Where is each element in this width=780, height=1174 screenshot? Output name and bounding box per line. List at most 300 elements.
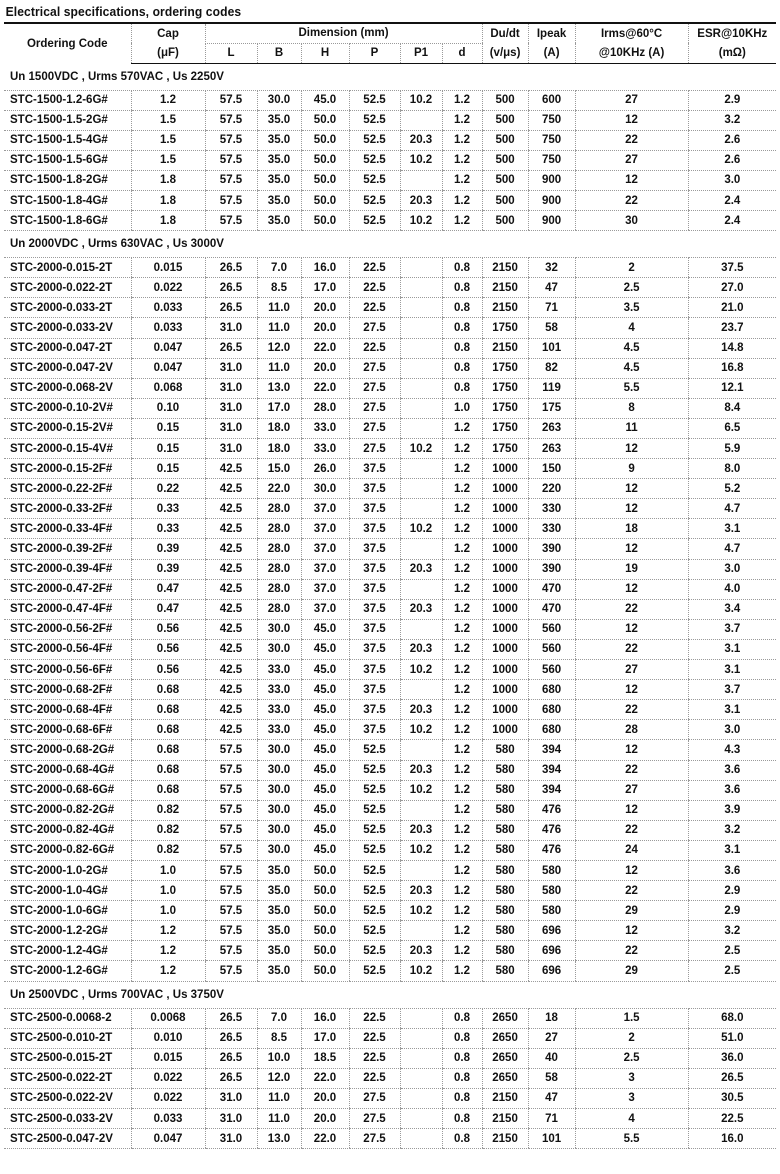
cell-irms: 22	[575, 190, 688, 210]
cell-cap: 1.5	[131, 110, 205, 130]
cell-dim-B: 12.0	[257, 1068, 301, 1088]
cell-dim-B: 30.0	[257, 740, 301, 760]
cell-ipeak: 119	[528, 378, 575, 398]
cell-dim-H: 37.0	[301, 579, 349, 599]
table-row	[4, 901, 776, 921]
cell-dim-P: 52.5	[349, 90, 400, 110]
cell-dim-L: 31.0	[205, 1109, 257, 1129]
cell-dim-H: 30.0	[301, 479, 349, 499]
cell-dim-L: 57.5	[205, 961, 257, 981]
cell-esr: 23.7	[688, 318, 776, 338]
cell-dim-B: 17.0	[257, 398, 301, 418]
cell-cap: 0.68	[131, 780, 205, 800]
cell-esr: 3.1	[688, 840, 776, 860]
cell-ipeak: 40	[528, 1048, 575, 1068]
table-row	[4, 1048, 776, 1068]
cell-dim-H: 37.0	[301, 539, 349, 559]
cell-dim-H: 37.0	[301, 499, 349, 519]
cell-dim-P: 37.5	[349, 639, 400, 659]
cell-dim-P1	[400, 358, 442, 378]
cell-dim-B: 11.0	[257, 318, 301, 338]
cell-cap: 0.82	[131, 840, 205, 860]
cell-ordering-code: STC-2000-1.2-2G#	[4, 921, 131, 941]
cell-dim-d: 1.2	[442, 579, 482, 599]
cell-ordering-code: STC-2000-0.68-2G#	[4, 740, 131, 760]
cell-dim-P: 37.5	[349, 700, 400, 720]
cell-ipeak: 696	[528, 961, 575, 981]
cell-dim-B: 35.0	[257, 190, 301, 210]
cell-dim-d: 1.2	[442, 90, 482, 110]
cell-irms: 12	[575, 619, 688, 639]
cell-dim-P: 27.5	[349, 398, 400, 418]
cell-dim-H: 50.0	[301, 110, 349, 130]
cell-ordering-code: STC-2000-0.047-2V	[4, 358, 131, 378]
cell-dim-B: 28.0	[257, 579, 301, 599]
cell-esr: 2.9	[688, 901, 776, 921]
cell-esr: 4.7	[688, 499, 776, 519]
cell-irms: 18	[575, 519, 688, 539]
cell-ordering-code: STC-2000-0.82-6G#	[4, 840, 131, 860]
cell-dim-P: 22.5	[349, 1068, 400, 1088]
table-row	[4, 1008, 776, 1028]
cell-esr: 2.9	[688, 881, 776, 901]
cell-dim-H: 22.0	[301, 338, 349, 358]
cell-ipeak: 58	[528, 1068, 575, 1088]
header-irms: Irms@60°C	[575, 23, 688, 43]
cell-dim-P: 52.5	[349, 130, 400, 150]
cell-ipeak: 680	[528, 680, 575, 700]
cell-dim-B: 11.0	[257, 1109, 301, 1129]
cell-esr: 16.0	[688, 1129, 776, 1149]
cell-dim-B: 33.0	[257, 700, 301, 720]
cell-esr: 14.8	[688, 338, 776, 358]
cell-cap: 0.56	[131, 660, 205, 680]
cell-dim-B: 8.5	[257, 278, 301, 298]
cell-dim-P: 52.5	[349, 760, 400, 780]
cell-ipeak: 470	[528, 599, 575, 619]
cell-dim-L: 57.5	[205, 941, 257, 961]
cell-irms: 12	[575, 800, 688, 820]
cell-dim-d: 1.2	[442, 780, 482, 800]
cell-cap: 0.033	[131, 298, 205, 318]
cell-ordering-code: STC-2000-1.2-4G#	[4, 941, 131, 961]
cell-dudt: 2150	[482, 1109, 528, 1129]
cell-dim-H: 37.0	[301, 599, 349, 619]
cell-dim-P1	[400, 499, 442, 519]
cell-dim-B: 11.0	[257, 358, 301, 378]
cell-esr: 37.5	[688, 258, 776, 278]
cell-ipeak: 58	[528, 318, 575, 338]
cell-dim-L: 57.5	[205, 820, 257, 840]
cell-dim-P1	[400, 479, 442, 499]
cell-ordering-code: STC-2000-0.22-2F#	[4, 479, 131, 499]
header-ipeak-unit: (A)	[528, 43, 575, 63]
cell-dim-d: 0.8	[442, 1088, 482, 1108]
table-row	[4, 720, 776, 740]
header-d: d	[442, 43, 482, 63]
cell-dim-P1: 10.2	[400, 90, 442, 110]
cell-cap: 1.0	[131, 901, 205, 921]
cell-dim-P: 52.5	[349, 170, 400, 190]
cell-irms: 4.5	[575, 358, 688, 378]
header-B: B	[257, 43, 301, 63]
cell-dim-P: 52.5	[349, 150, 400, 170]
cell-dudt: 1000	[482, 539, 528, 559]
cell-dim-d: 0.8	[442, 358, 482, 378]
cell-ipeak: 696	[528, 921, 575, 941]
cell-dim-L: 26.5	[205, 258, 257, 278]
cell-dim-L: 57.5	[205, 211, 257, 231]
cell-cap: 0.68	[131, 680, 205, 700]
cell-dim-L: 42.5	[205, 599, 257, 619]
cell-dudt: 580	[482, 941, 528, 961]
cell-dim-P1: 10.2	[400, 901, 442, 921]
cell-dim-P1: 10.2	[400, 961, 442, 981]
cell-dim-P1	[400, 298, 442, 318]
cell-dim-P: 37.5	[349, 720, 400, 740]
cell-dudt: 2650	[482, 1048, 528, 1068]
cell-dim-d: 1.2	[442, 211, 482, 231]
cell-cap: 0.47	[131, 579, 205, 599]
cell-dim-P1	[400, 740, 442, 760]
cell-cap: 0.047	[131, 358, 205, 378]
cell-dim-P: 37.5	[349, 619, 400, 639]
cell-dim-L: 31.0	[205, 398, 257, 418]
cell-ipeak: 101	[528, 1129, 575, 1149]
cell-irms: 3	[575, 1068, 688, 1088]
cell-dudt: 580	[482, 760, 528, 780]
cell-esr: 12.1	[688, 378, 776, 398]
cell-ipeak: 32	[528, 258, 575, 278]
cell-dim-H: 45.0	[301, 619, 349, 639]
cell-cap: 0.39	[131, 559, 205, 579]
cell-esr: 30.5	[688, 1088, 776, 1108]
cell-ipeak: 560	[528, 639, 575, 659]
cell-dim-B: 11.0	[257, 1088, 301, 1108]
table-row	[4, 439, 776, 459]
cell-dim-P: 22.5	[349, 1028, 400, 1048]
cell-dudt: 2150	[482, 258, 528, 278]
cell-dim-B: 10.0	[257, 1048, 301, 1068]
table-row	[4, 921, 776, 941]
cell-ordering-code: STC-2000-1.0-6G#	[4, 901, 131, 921]
cell-cap: 1.5	[131, 130, 205, 150]
header-ordering-code: Ordering Code	[4, 23, 131, 63]
cell-dim-P1: 10.2	[400, 519, 442, 539]
cell-ordering-code: STC-2000-0.47-4F#	[4, 599, 131, 619]
cell-dim-P1: 20.3	[400, 559, 442, 579]
cell-ordering-code: STC-1500-1.8-6G#	[4, 211, 131, 231]
cell-cap: 0.68	[131, 760, 205, 780]
cell-dim-B: 33.0	[257, 680, 301, 700]
cell-ipeak: 560	[528, 619, 575, 639]
cell-dim-d: 0.8	[442, 258, 482, 278]
cell-dudt: 2650	[482, 1008, 528, 1028]
cell-ordering-code: STC-2000-0.047-2T	[4, 338, 131, 358]
cell-esr: 2.6	[688, 130, 776, 150]
cell-dim-P: 52.5	[349, 211, 400, 231]
cell-ipeak: 71	[528, 1109, 575, 1129]
cell-dim-d: 0.8	[442, 1129, 482, 1149]
cell-dim-B: 35.0	[257, 961, 301, 981]
cell-dudt: 1750	[482, 358, 528, 378]
cell-dim-L: 31.0	[205, 378, 257, 398]
cell-dim-L: 31.0	[205, 358, 257, 378]
cell-ordering-code: STC-1500-1.5-2G#	[4, 110, 131, 130]
cell-dudt: 2650	[482, 1068, 528, 1088]
cell-dim-H: 45.0	[301, 680, 349, 700]
cell-dim-P1: 20.3	[400, 190, 442, 210]
cell-irms: 29	[575, 901, 688, 921]
cell-dim-P1	[400, 338, 442, 358]
cell-esr: 3.4	[688, 599, 776, 619]
cell-ordering-code: STC-2000-0.033-2V	[4, 318, 131, 338]
cell-dim-L: 31.0	[205, 439, 257, 459]
cell-ordering-code: STC-2000-0.68-6G#	[4, 780, 131, 800]
cell-dim-H: 22.0	[301, 1129, 349, 1149]
cell-ordering-code: STC-2000-0.15-2V#	[4, 418, 131, 438]
table-row	[4, 479, 776, 499]
cell-irms: 4.5	[575, 338, 688, 358]
cell-dim-P: 37.5	[349, 519, 400, 539]
cell-ipeak: 580	[528, 881, 575, 901]
cell-dim-P: 22.5	[349, 338, 400, 358]
cell-ipeak: 82	[528, 358, 575, 378]
cell-dim-L: 42.5	[205, 680, 257, 700]
cell-esr: 3.0	[688, 559, 776, 579]
cell-dim-B: 30.0	[257, 619, 301, 639]
section-header	[4, 981, 776, 1008]
cell-dim-P: 22.5	[349, 298, 400, 318]
cell-dim-H: 22.0	[301, 1068, 349, 1088]
cell-dudt: 580	[482, 780, 528, 800]
cell-dim-P1	[400, 800, 442, 820]
section-title: Un 2500VDC , Urms 700VAC , Us 3750V	[4, 981, 776, 1008]
cell-dim-d: 1.2	[442, 559, 482, 579]
cell-ordering-code: STC-2000-0.39-2F#	[4, 539, 131, 559]
cell-dim-B: 7.0	[257, 1008, 301, 1028]
cell-ipeak: 394	[528, 760, 575, 780]
cell-dudt: 580	[482, 961, 528, 981]
cell-dim-B: 35.0	[257, 170, 301, 190]
cell-dim-H: 22.0	[301, 378, 349, 398]
cell-dim-L: 57.5	[205, 740, 257, 760]
cell-dim-L: 31.0	[205, 1129, 257, 1149]
cell-cap: 0.022	[131, 1068, 205, 1088]
table-row	[4, 559, 776, 579]
cell-dim-L: 57.5	[205, 840, 257, 860]
table-row	[4, 860, 776, 880]
cell-dim-B: 30.0	[257, 820, 301, 840]
cell-dim-H: 37.0	[301, 559, 349, 579]
cell-dim-B: 35.0	[257, 921, 301, 941]
table-row	[4, 800, 776, 820]
table-row	[4, 961, 776, 981]
cell-irms: 19	[575, 559, 688, 579]
cell-dim-L: 42.5	[205, 720, 257, 740]
header-ipeak: Ipeak	[528, 23, 575, 43]
cell-esr: 4.3	[688, 740, 776, 760]
cell-dim-d: 1.2	[442, 840, 482, 860]
cell-ordering-code: STC-2000-0.033-2T	[4, 298, 131, 318]
cell-irms: 12	[575, 110, 688, 130]
cell-irms: 12	[575, 439, 688, 459]
cell-dim-d: 0.8	[442, 298, 482, 318]
cell-dim-H: 17.0	[301, 1028, 349, 1048]
cell-dim-H: 45.0	[301, 800, 349, 820]
cell-dim-B: 18.0	[257, 418, 301, 438]
cell-dudt: 2150	[482, 1088, 528, 1108]
cell-esr: 3.1	[688, 700, 776, 720]
table-row	[4, 258, 776, 278]
cell-dim-H: 45.0	[301, 760, 349, 780]
cell-cap: 0.47	[131, 599, 205, 619]
table-row	[4, 170, 776, 190]
cell-dudt: 500	[482, 130, 528, 150]
cell-dim-P1: 20.3	[400, 700, 442, 720]
cell-esr: 3.0	[688, 170, 776, 190]
cell-ipeak: 476	[528, 800, 575, 820]
cell-dim-H: 50.0	[301, 150, 349, 170]
cell-dim-B: 28.0	[257, 539, 301, 559]
cell-dudt: 1750	[482, 398, 528, 418]
cell-cap: 1.2	[131, 961, 205, 981]
cell-esr: 6.5	[688, 418, 776, 438]
cell-dim-L: 26.5	[205, 338, 257, 358]
cell-ipeak: 580	[528, 901, 575, 921]
cell-dudt: 2650	[482, 1028, 528, 1048]
cell-ipeak: 580	[528, 860, 575, 880]
cell-irms: 5.5	[575, 1129, 688, 1149]
cell-dim-L: 57.5	[205, 901, 257, 921]
cell-cap: 0.15	[131, 439, 205, 459]
cell-dim-d: 1.2	[442, 519, 482, 539]
cell-dim-d: 0.8	[442, 318, 482, 338]
cell-esr: 3.7	[688, 619, 776, 639]
cell-dim-P: 52.5	[349, 840, 400, 860]
cell-dim-P: 27.5	[349, 358, 400, 378]
cell-dim-B: 35.0	[257, 150, 301, 170]
cell-esr: 3.6	[688, 760, 776, 780]
cell-esr: 21.0	[688, 298, 776, 318]
table-header	[4, 23, 776, 63]
cell-dim-B: 30.0	[257, 90, 301, 110]
cell-dim-L: 42.5	[205, 459, 257, 479]
cell-dim-H: 50.0	[301, 860, 349, 880]
cell-dim-d: 1.2	[442, 170, 482, 190]
cell-dim-P1	[400, 1129, 442, 1149]
cell-dim-P1	[400, 579, 442, 599]
cell-cap: 0.22	[131, 479, 205, 499]
cell-ordering-code: STC-2000-0.015-2T	[4, 258, 131, 278]
header-P1: P1	[400, 43, 442, 63]
cell-dudt: 580	[482, 820, 528, 840]
table-row	[4, 378, 776, 398]
table-row	[4, 1129, 776, 1149]
cell-dim-P: 22.5	[349, 1048, 400, 1068]
cell-dim-B: 13.0	[257, 378, 301, 398]
cell-dim-B: 35.0	[257, 901, 301, 921]
cell-dudt: 500	[482, 190, 528, 210]
cell-dim-d: 1.2	[442, 110, 482, 130]
cell-irms: 24	[575, 840, 688, 860]
cell-dim-H: 20.0	[301, 298, 349, 318]
cell-irms: 22	[575, 700, 688, 720]
cell-ipeak: 476	[528, 820, 575, 840]
cell-irms: 28	[575, 720, 688, 740]
cell-cap: 1.5	[131, 150, 205, 170]
cell-dim-H: 28.0	[301, 398, 349, 418]
cell-ipeak: 900	[528, 170, 575, 190]
cell-dim-P: 37.5	[349, 539, 400, 559]
table-row	[4, 398, 776, 418]
cell-cap: 0.15	[131, 418, 205, 438]
cell-ordering-code: STC-2500-0.033-2V	[4, 1109, 131, 1129]
cell-dim-d: 0.8	[442, 1068, 482, 1088]
cell-dim-P1: 20.3	[400, 820, 442, 840]
cell-ordering-code: STC-2000-0.47-2F#	[4, 579, 131, 599]
cell-esr: 8.0	[688, 459, 776, 479]
cell-dim-B: 22.0	[257, 479, 301, 499]
cell-irms: 12	[575, 539, 688, 559]
cell-dim-d: 1.2	[442, 800, 482, 820]
cell-cap: 1.8	[131, 190, 205, 210]
cell-dudt: 1000	[482, 459, 528, 479]
cell-ipeak: 101	[528, 338, 575, 358]
cell-dim-H: 50.0	[301, 941, 349, 961]
cell-dim-d: 1.0	[442, 398, 482, 418]
cell-ipeak: 47	[528, 278, 575, 298]
cell-dim-P1: 20.3	[400, 639, 442, 659]
cell-irms: 12	[575, 680, 688, 700]
cell-dim-B: 35.0	[257, 941, 301, 961]
cell-dim-B: 28.0	[257, 499, 301, 519]
section-title: Un 2000VDC , Urms 630VAC , Us 3000V	[4, 231, 776, 258]
cell-irms: 1.5	[575, 1008, 688, 1028]
cell-esr: 5.2	[688, 479, 776, 499]
cell-cap: 0.033	[131, 1109, 205, 1129]
cell-dim-B: 15.0	[257, 459, 301, 479]
cell-dudt: 2150	[482, 278, 528, 298]
cell-dim-L: 57.5	[205, 110, 257, 130]
cell-dim-L: 26.5	[205, 298, 257, 318]
table-row	[4, 110, 776, 130]
cell-esr: 3.2	[688, 820, 776, 840]
cell-esr: 26.5	[688, 1068, 776, 1088]
page-title: Electrical specifications, ordering codes	[5, 4, 242, 19]
cell-dim-P1: 10.2	[400, 720, 442, 740]
cell-dim-d: 1.2	[442, 150, 482, 170]
cell-dim-d: 1.2	[442, 760, 482, 780]
cell-dim-H: 37.0	[301, 519, 349, 539]
cell-dim-B: 8.5	[257, 1028, 301, 1048]
cell-dim-L: 42.5	[205, 539, 257, 559]
table-row	[4, 318, 776, 338]
header-dudt: Du/dt	[482, 23, 528, 43]
table-row	[4, 298, 776, 318]
cell-ipeak: 390	[528, 559, 575, 579]
cell-ordering-code: STC-2000-0.15-4V#	[4, 439, 131, 459]
cell-dim-L: 42.5	[205, 619, 257, 639]
table-row	[4, 1109, 776, 1129]
cell-esr: 2.5	[688, 941, 776, 961]
section-header	[4, 63, 776, 90]
cell-cap: 0.15	[131, 459, 205, 479]
cell-esr: 3.6	[688, 780, 776, 800]
cell-ordering-code: STC-2000-1.2-6G#	[4, 961, 131, 981]
cell-dim-B: 33.0	[257, 660, 301, 680]
cell-dim-L: 42.5	[205, 660, 257, 680]
